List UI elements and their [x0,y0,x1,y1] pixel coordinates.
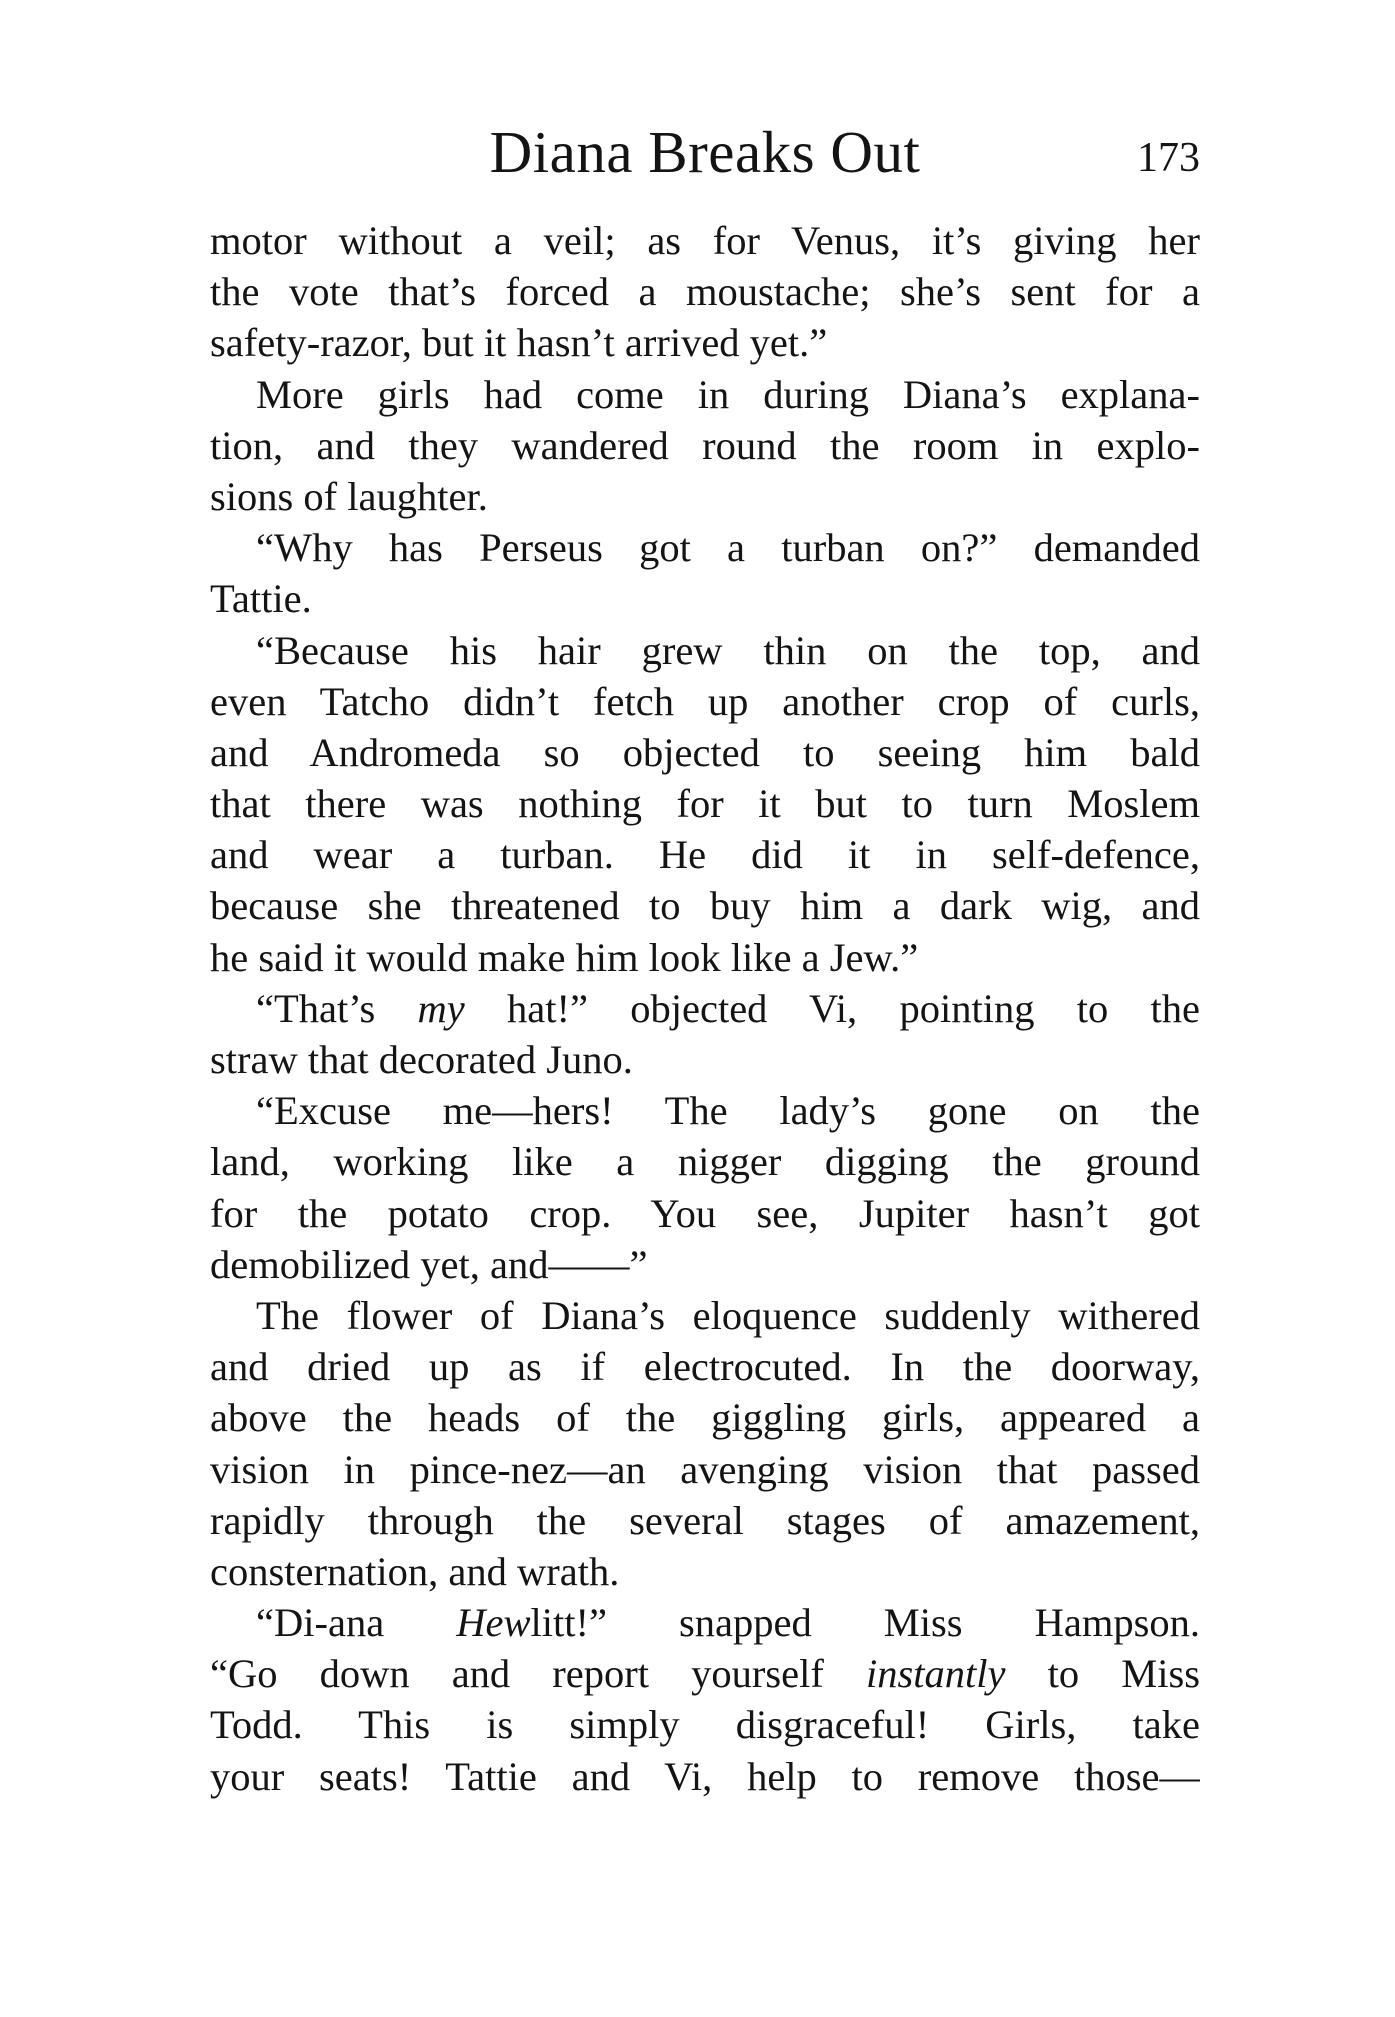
text-line: safety-razor, but it hasn’t arrived yet.” [210,320,828,366]
text-line [210,983,1200,1034]
text-segment: litt!” snapped Miss Hampson. [530,1600,1200,1646]
text-line: above the heads of the giggling girls, appeared a [210,1395,1200,1441]
body-text [210,215,1200,1802]
running-title: Diana Breaks Out [489,119,921,185]
text-line: and dried up as if electrocuted. In the doorway, [210,1344,1200,1390]
text-line: consternation, and wrath. [210,1548,620,1594]
text-line: because she threatened to buy him a dark wig, and [210,883,1200,929]
italic-word: Hew [456,1600,531,1646]
text-line: rapidly through the several stages of amazement, [210,1497,1200,1543]
text-segment: “Go down and report yourself [210,1651,866,1697]
text-segment: “That’s [256,985,418,1031]
text-line: the vote that’s forced a moustache; she’s sent for a [210,269,1200,315]
text-line: tion, and they wandered round the room in explo- [210,422,1200,468]
text-line: Tattie. [210,576,312,622]
text-line: for the potato crop. You see, Jupiter hasn’t got [210,1190,1200,1236]
text-line: land, working like a nigger digging the ground [210,1139,1200,1185]
text-line: your seats! Tattie and Vi, help to remove those— [210,1753,1200,1799]
running-head [210,112,1200,192]
text-line: motor without a veil; as for Venus, it’s giving her [210,218,1200,263]
text-line: demobilized yet, and——” [210,1241,648,1287]
text-line: sions of laughter. [210,473,488,519]
text-line: “Why has Perseus got a turban on?” demanded [256,525,1200,571]
text-line: and wear a turban. He did it in self-defence, [210,832,1200,878]
italic-word: my [417,985,465,1031]
text-line: even Tatcho didn’t fetch up another crop of curls, [210,678,1200,724]
text-line: The flower of Diana’s eloquence suddenly withered [256,1292,1200,1338]
text-line: “Excuse me—hers! The lady’s gone on the [256,1088,1200,1134]
italic-word: instantly [865,1651,1006,1697]
text-line [210,1648,1200,1699]
text-line: More girls had come in during Diana’s explana- [256,371,1200,417]
text-line: vision in pince-nez—an avenging vision that passed [210,1446,1200,1492]
page-number: 173 [1137,135,1200,181]
text-line: straw that decorated Juno. [210,1037,633,1082]
text-segment: hat!” objected Vi, pointing to the [464,985,1200,1031]
text-segment: “Di-ana [256,1600,457,1646]
text-line: and Andromeda so objected to seeing him bald [210,729,1200,775]
text-line: Todd. This is simply disgraceful! Girls, take [210,1702,1200,1748]
text-line: “Because his hair grew thin on the top, and [256,627,1200,673]
text-line [210,1597,1200,1648]
text-line: that there was nothing for it but to turn Moslem [210,781,1200,827]
text-line: he said it would make him look like a Jew.” [210,934,919,980]
text-segment: to Miss [1005,1651,1200,1697]
